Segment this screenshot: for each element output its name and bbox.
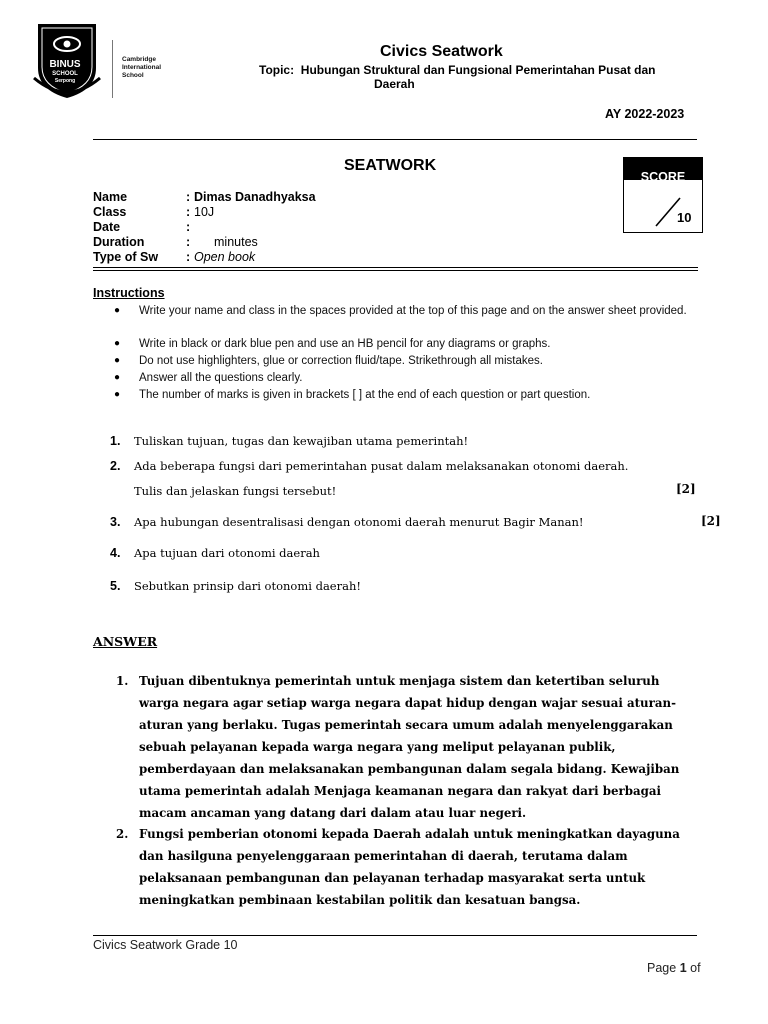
bullet-icon: ● bbox=[114, 338, 121, 349]
page-indicator: Page 1 of bbox=[647, 961, 701, 975]
logo-school-word: SCHOOL Serpong bbox=[52, 71, 78, 84]
seatwork-heading: SEATWORK bbox=[344, 157, 437, 174]
bullet-icon: ● bbox=[114, 305, 121, 316]
date-label: Date bbox=[93, 220, 121, 234]
duration-label: Duration bbox=[93, 235, 145, 249]
academic-year: AY 2022-2023 bbox=[605, 107, 685, 121]
footer-divider bbox=[93, 935, 697, 936]
name-label: Name bbox=[93, 190, 128, 204]
school-logo bbox=[28, 18, 162, 104]
answer-heading: ANSWER bbox=[93, 634, 158, 649]
class-value: 10J bbox=[194, 205, 215, 219]
topic-label: Topic: bbox=[259, 63, 295, 77]
question-2-marks: [2] bbox=[676, 482, 696, 496]
info-divider-top bbox=[93, 267, 698, 268]
logo-divider bbox=[112, 40, 113, 98]
score-box bbox=[623, 157, 703, 233]
bullet-icon: ● bbox=[114, 355, 121, 366]
logo-school-name: BINUS bbox=[49, 59, 81, 70]
score-total: 10 bbox=[677, 210, 692, 225]
type-value: Open book bbox=[194, 250, 256, 264]
page-number: 1 bbox=[679, 961, 687, 975]
type-label: Type of Sw bbox=[93, 250, 159, 264]
topic-text-continued: Daerah bbox=[374, 77, 415, 91]
header-divider bbox=[93, 139, 697, 140]
bullet-icon: ● bbox=[114, 389, 121, 400]
info-divider-bottom bbox=[93, 270, 698, 271]
bullet-icon: ● bbox=[114, 372, 121, 383]
score-label: SCORE bbox=[624, 158, 702, 180]
instructions-heading: Instructions bbox=[93, 286, 165, 300]
question-3-marks: [2] bbox=[701, 514, 721, 528]
class-label: Class bbox=[93, 205, 127, 219]
duration-value: minutes bbox=[214, 235, 258, 249]
topic-text: Hubungan Struktural dan Fungsional Pemerintahan Pusat dan bbox=[300, 63, 656, 77]
topic-line bbox=[259, 63, 719, 91]
document-title: Civics Seatwork bbox=[380, 43, 503, 60]
footer-title: Civics Seatwork Grade 10 bbox=[93, 938, 238, 952]
name-value: Dimas Danadhyaksa bbox=[194, 190, 316, 204]
cambridge-logo-text: Cambridge International School bbox=[122, 56, 162, 79]
